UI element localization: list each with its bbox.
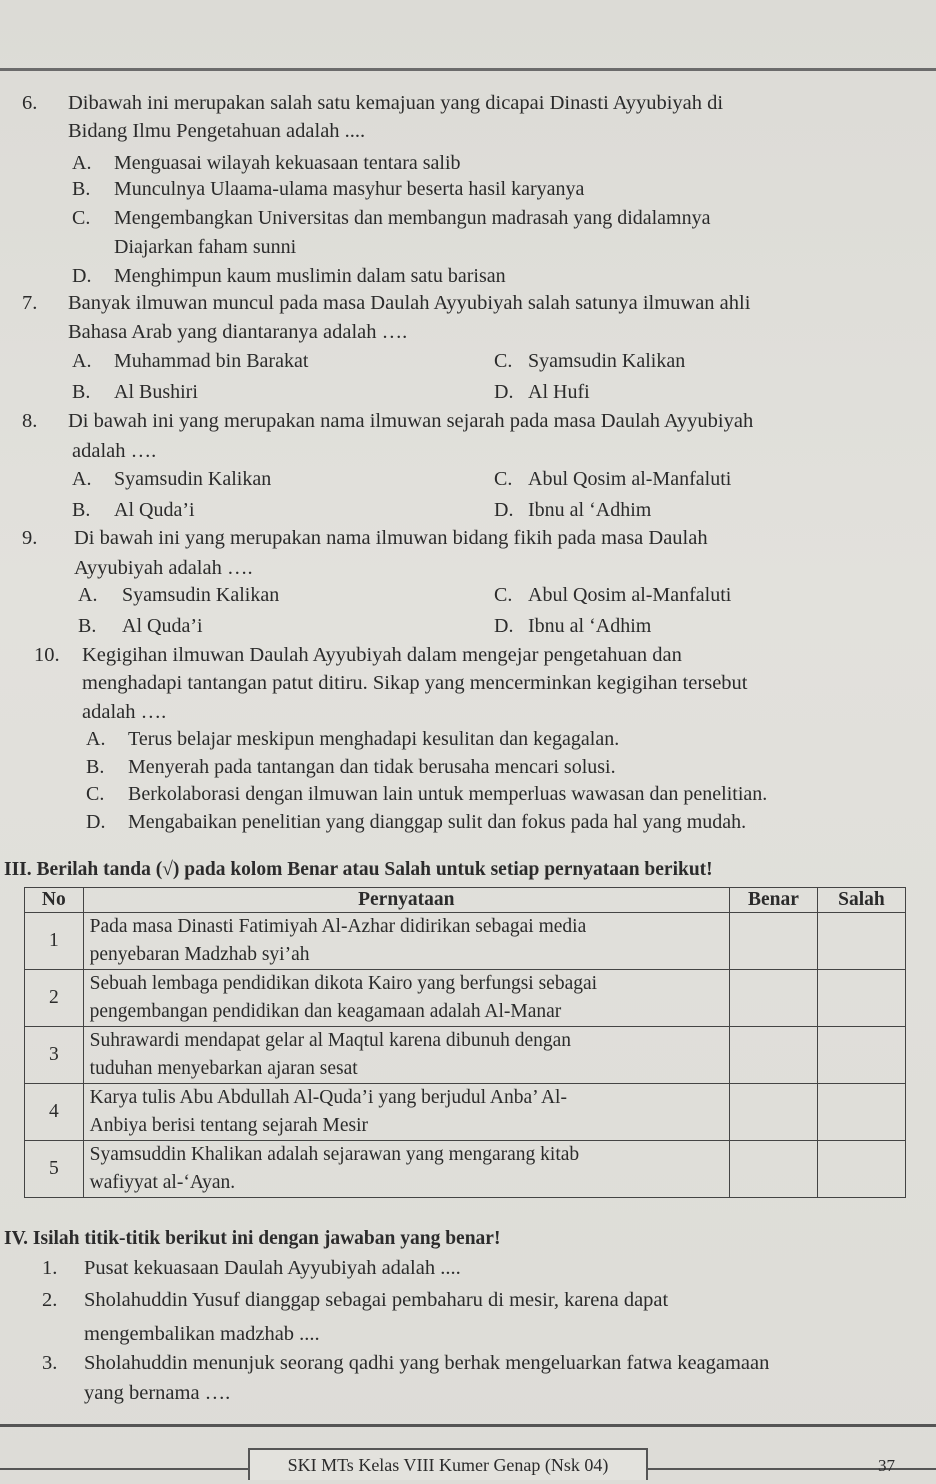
row-statement	[83, 970, 729, 1027]
top-rule	[0, 68, 936, 71]
question-text: Ayyubiyah adalah ….	[74, 557, 253, 579]
header-true: Benar	[729, 888, 817, 913]
option-letter: C.	[494, 468, 513, 490]
option-text: Munculnya Ulaama-ulama masyhur beserta hasil karyanya	[114, 178, 585, 200]
statement-line: Pada masa Dinasti Fatimiyah Al-Azhar didirikan sebagai media	[89, 916, 587, 937]
question-number: 8.	[22, 410, 38, 432]
question-text: Di bawah ini yang merupakan nama ilmuwan sejarah pada masa Daulah Ayyubiyah	[68, 410, 754, 432]
option-text: Abul Qosim al-Manfaluti	[528, 468, 732, 490]
statement-line: wafiyyat al-‘Ayan.	[89, 1172, 236, 1193]
option-letter: C.	[86, 783, 105, 805]
question-text: Dibawah ini merupakan salah satu kemajuan yang dicapai Dinasti Ayyubiyah di	[68, 92, 724, 114]
option-text: Muhammad bin Barakat	[114, 350, 309, 372]
question-text: Banyak ilmuwan muncul pada masa Daulah Ayyubiyah salah satunya ilmuwan ahli	[68, 292, 751, 314]
table-row	[25, 1084, 906, 1141]
option-text: Mengabaikan penelitian yang dianggap sulit dan fokus pada hal yang mudah.	[128, 811, 747, 833]
table-row	[25, 1027, 906, 1084]
question-text: Di bawah ini yang merupakan nama ilmuwan bidang fikih pada masa Daulah	[74, 527, 708, 549]
item-text: Sholahuddin Yusuf dianggap sebagai pembaharu di mesir, karena dapat	[84, 1289, 669, 1311]
statement-line: pengembangan pendidikan dan keagamaan adalah Al-Manar	[89, 1001, 562, 1022]
question-text: Bidang Ilmu Pengetahuan adalah ....	[68, 120, 366, 142]
table-row	[25, 970, 906, 1027]
option-text: Syamsudin Kalikan	[122, 584, 280, 606]
row-statement	[83, 1084, 729, 1141]
true-checkbox-cell[interactable]	[729, 913, 817, 970]
row-statement	[83, 913, 729, 970]
option-letter: D.	[72, 265, 92, 287]
true-checkbox-cell[interactable]	[729, 1084, 817, 1141]
true-checkbox-cell[interactable]	[729, 1141, 817, 1198]
item-text: yang bernama ….	[84, 1382, 231, 1404]
statement-line: Suhrawardi mendapat gelar al Maqtul karena dibunuh dengan	[89, 1030, 572, 1051]
true-false-table	[24, 887, 906, 1198]
footer-rule-left	[0, 1468, 248, 1470]
statement-line: Karya tulis Abu Abdullah Al-Quda’i yang berjudul Anba’ Al-	[89, 1087, 567, 1108]
option-text: Mengembangkan Universitas dan membangun madrasah yang didalamnya	[114, 207, 711, 229]
page-number: 37	[878, 1456, 895, 1475]
header-false: Salah	[817, 888, 905, 913]
row-number: 1	[25, 913, 84, 970]
option-letter: B.	[72, 178, 91, 200]
header-statement: Pernyataan	[83, 888, 729, 913]
option-letter: B.	[78, 615, 97, 637]
question-number: 7.	[22, 292, 38, 314]
option-letter: B.	[72, 499, 91, 521]
option-text: Menghimpun kaum muslimin dalam satu barisan	[114, 265, 506, 287]
option-text: Berkolaborasi dengan ilmuwan lain untuk memperluas wawasan dan penelitian.	[128, 783, 768, 805]
question-number: 10.	[34, 644, 60, 666]
row-statement	[83, 1141, 729, 1198]
option-text: Syamsudin Kalikan	[114, 468, 272, 490]
item-number: 1.	[42, 1257, 58, 1279]
row-number: 5	[25, 1141, 84, 1198]
question-text: adalah ….	[72, 440, 157, 462]
true-checkbox-cell[interactable]	[729, 1027, 817, 1084]
option-text: Al Hufi	[528, 381, 590, 403]
statement-line: Anbiya berisi tentang sejarah Mesir	[89, 1115, 368, 1136]
option-text: Ibnu al ‘Adhim	[528, 499, 652, 521]
header-no: No	[25, 888, 84, 913]
option-letter: A.	[78, 584, 98, 606]
option-text: Terus belajar meskipun menghadapi kesulitan dan kegagalan.	[128, 728, 620, 750]
question-text: menghadapi tantangan patut ditiru. Sikap yang mencerminkan kegigihan tersebut	[82, 672, 748, 694]
footer-label: SKI MTs Kelas VIII Kumer Genap (Nsk 04)	[248, 1448, 648, 1480]
option-letter: D.	[494, 499, 514, 521]
option-letter: D.	[494, 381, 514, 403]
row-number: 2	[25, 970, 84, 1027]
item-text: mengembalikan madzhab ....	[84, 1323, 320, 1345]
option-letter: C.	[72, 207, 91, 229]
option-letter: D.	[494, 615, 514, 637]
section-4-heading: IV. Isilah titik-titik berikut ini dengan jawaban yang benar!	[4, 1228, 501, 1249]
false-checkbox-cell[interactable]	[817, 1084, 905, 1141]
row-statement	[83, 1027, 729, 1084]
item-text: Pusat kekuasaan Daulah Ayyubiyah adalah ....	[84, 1257, 461, 1279]
table-header-row	[25, 888, 906, 913]
option-text: Syamsudin Kalikan	[528, 350, 686, 372]
false-checkbox-cell[interactable]	[817, 913, 905, 970]
option-letter: B.	[72, 381, 91, 403]
option-text: Menguasai wilayah kekuasaan tentara salib	[114, 152, 461, 174]
statement-line: tuduhan menyebarkan ajaran sesat	[89, 1058, 358, 1079]
question-text: Kegigihan ilmuwan Daulah Ayyubiyah dalam mengejar pengetahuan dan	[82, 644, 682, 666]
table-row	[25, 1141, 906, 1198]
option-letter: C.	[494, 584, 513, 606]
option-letter: A.	[86, 728, 106, 750]
footer-rule	[0, 1424, 936, 1427]
section-3-heading: III. Berilah tanda (√) pada kolom Benar atau Salah untuk setiap pernyataan berikut!	[4, 859, 713, 880]
item-text: Sholahuddin menunjuk seorang qadhi yang berhak mengeluarkan fatwa keagamaan	[84, 1352, 770, 1374]
false-checkbox-cell[interactable]	[817, 1141, 905, 1198]
option-text: Al Quda’i	[122, 615, 203, 637]
option-text: Diajarkan faham sunni	[114, 236, 297, 258]
option-letter: B.	[86, 756, 105, 778]
question-number: 6.	[22, 92, 38, 114]
false-checkbox-cell[interactable]	[817, 970, 905, 1027]
option-text: Al Quda’i	[114, 499, 195, 521]
option-text: Menyerah pada tantangan dan tidak berusaha mencari solusi.	[128, 756, 616, 778]
question-text: adalah ….	[82, 701, 167, 723]
statement-line: penyebaran Madzhab syi’ah	[89, 944, 310, 965]
false-checkbox-cell[interactable]	[817, 1027, 905, 1084]
option-text: Al Bushiri	[114, 381, 198, 403]
row-number: 4	[25, 1084, 84, 1141]
table-row	[25, 913, 906, 970]
option-letter: A.	[72, 350, 92, 372]
item-number: 2.	[42, 1289, 58, 1311]
option-text: Abul Qosim al-Manfaluti	[528, 584, 732, 606]
option-letter: D.	[86, 811, 106, 833]
question-text: Bahasa Arab yang diantaranya adalah ….	[68, 321, 408, 343]
item-number: 3.	[42, 1352, 58, 1374]
row-number: 3	[25, 1027, 84, 1084]
option-letter: A.	[72, 152, 92, 174]
question-number: 9.	[22, 527, 38, 549]
option-text: Ibnu al ‘Adhim	[528, 615, 652, 637]
option-letter: A.	[72, 468, 92, 490]
statement-line: Sebuah lembaga pendidikan dikota Kairo yang berfungsi sebagai	[89, 973, 598, 994]
statement-line: Syamsuddin Khalikan adalah sejarawan yang mengarang kitab	[89, 1144, 580, 1165]
true-checkbox-cell[interactable]	[729, 970, 817, 1027]
option-letter: C.	[494, 350, 513, 372]
